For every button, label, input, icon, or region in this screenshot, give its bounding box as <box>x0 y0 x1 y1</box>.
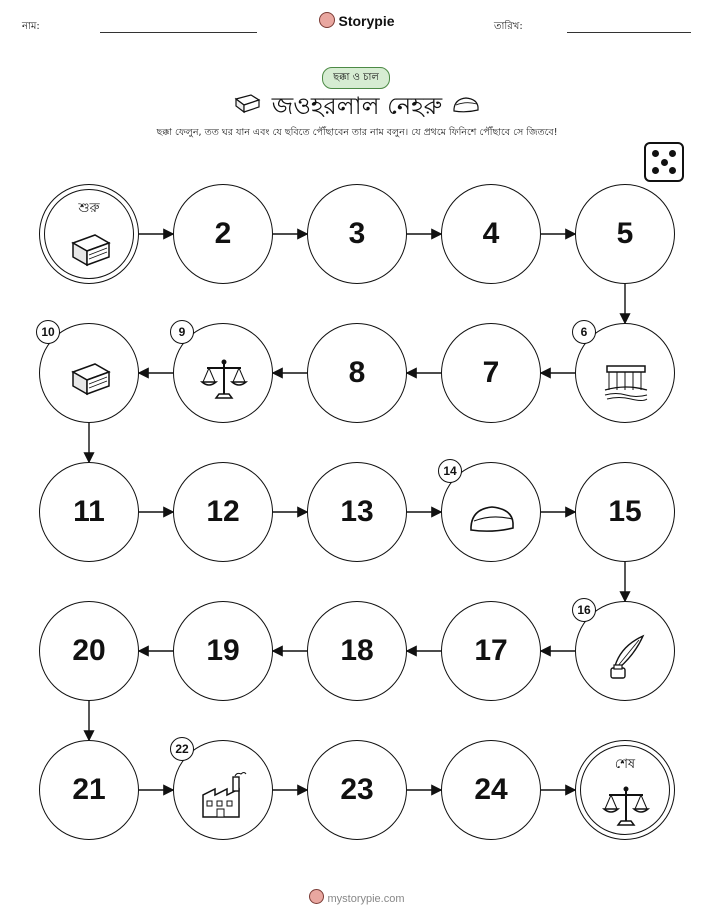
cell-number: 7 <box>482 356 500 389</box>
cell-number-badge: 16 <box>572 598 596 622</box>
board-cell-8 <box>307 323 407 423</box>
scales-icon <box>601 781 651 827</box>
board-cell-19 <box>173 601 273 701</box>
cell-number: 23 <box>340 773 374 806</box>
cell-number-badge: 6 <box>572 320 596 344</box>
game-badge: ছক্কা ও চাল <box>322 67 390 89</box>
board-cell-21 <box>39 740 139 840</box>
cell-number: 20 <box>72 634 106 667</box>
board-cell-24 <box>441 740 541 840</box>
cell-number: 21 <box>72 773 106 806</box>
cell-number-badge: 9 <box>170 320 194 344</box>
board-cell-14 <box>441 462 541 562</box>
cap-icon <box>467 493 517 543</box>
scales-icon <box>199 354 249 404</box>
board-cell-22 <box>173 740 273 840</box>
board-cell-16 <box>575 601 675 701</box>
board-cell-15 <box>575 462 675 562</box>
cell-number: 12 <box>206 495 240 528</box>
cell-number: 11 <box>73 495 105 528</box>
board-cell-11 <box>39 462 139 562</box>
brand-name: Storypie <box>338 13 395 29</box>
cell-number: 3 <box>348 217 366 250</box>
end-label: শেষ <box>614 757 636 772</box>
instructions: ছক্কা ফেলুন, তত ঘর যান এবং যে ছবিতে পৌঁছাবেন তার নাম বলুন। যে প্রথমে ফিনিশে পৌঁছাবে সে জিতবে! <box>156 127 558 138</box>
board-cell-10 <box>39 323 139 423</box>
mascot-icon <box>309 889 324 904</box>
board-cell-18 <box>307 601 407 701</box>
cell-number-badge: 22 <box>170 737 194 761</box>
cell-number: 8 <box>348 356 366 389</box>
board-cell-9 <box>173 323 273 423</box>
quill-icon <box>601 632 651 682</box>
board-cell-7 <box>441 323 541 423</box>
board-cell-23 <box>307 740 407 840</box>
cell-number-badge: 10 <box>36 320 60 344</box>
cell-number: 5 <box>616 217 634 250</box>
board-cell-12 <box>173 462 273 562</box>
board-cell-13 <box>307 462 407 562</box>
footer <box>0 889 714 905</box>
cell-number: 13 <box>340 495 374 528</box>
cell-number: 17 <box>474 634 508 667</box>
book-icon <box>65 354 115 404</box>
board-cell-17 <box>441 601 541 701</box>
page-title: জওহরলাল নেহরু <box>271 92 443 120</box>
factory-icon <box>199 771 249 821</box>
book-icon <box>65 225 115 271</box>
board-cell-5 <box>575 184 675 284</box>
date-label: তারিখ: <box>494 21 523 32</box>
board-cell-4 <box>441 184 541 284</box>
board-cell-3 <box>307 184 407 284</box>
cell-number: 19 <box>206 634 240 667</box>
cell-number: 18 <box>340 634 374 667</box>
cell-number-badge: 14 <box>438 459 462 483</box>
cell-number: 24 <box>474 773 508 806</box>
start-cell <box>39 184 139 284</box>
end-cell <box>575 740 675 840</box>
start-label: শুরু <box>78 201 100 216</box>
cell-number: 2 <box>214 217 232 250</box>
name-label: নাম: <box>22 21 40 32</box>
board-cell-20 <box>39 601 139 701</box>
cell-number: 15 <box>608 495 642 528</box>
dam-icon <box>601 354 651 404</box>
footer-url[interactable]: mystorypie.com <box>327 893 405 905</box>
board-cell-2 <box>173 184 273 284</box>
cell-number: 4 <box>482 217 500 250</box>
board-cell-6 <box>575 323 675 423</box>
